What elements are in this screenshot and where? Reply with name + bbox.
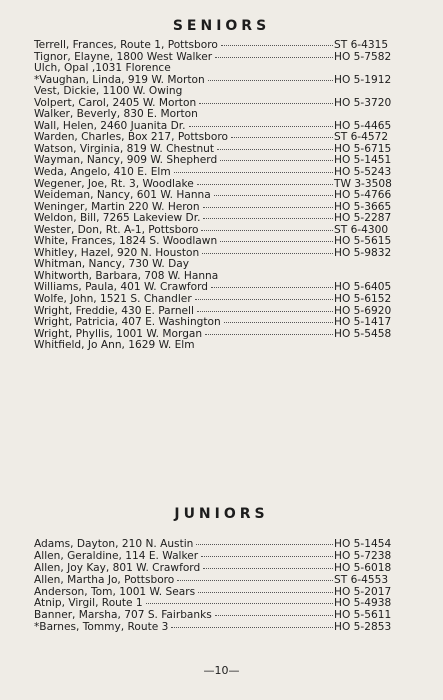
entry-name-address: Whitfield, Jo Ann, 1629 W. Elm <box>34 339 195 352</box>
entry-name-address: Wolfe, John, 1521 S. Chandler <box>34 293 192 306</box>
directory-entry <box>34 190 412 202</box>
dot-leader <box>203 567 333 569</box>
dot-leader <box>202 252 333 254</box>
page-number: —10— <box>203 664 240 677</box>
entry-phone: HO 5-7238 <box>334 549 392 562</box>
entry-name-address: Adams, Dayton, 210 N. Austin <box>34 538 194 550</box>
entry-name-address: Tignor, Elayne, 1800 West Walker <box>34 50 213 63</box>
entry-phone: HO 5-3665 <box>334 200 392 213</box>
seniors-list <box>34 40 412 352</box>
dot-leader <box>177 579 333 581</box>
entry-name-address: Walker, Beverly, 830 E. Morton <box>34 108 198 121</box>
directory-entry <box>34 86 412 98</box>
entry-name-address: Weldon, Bill, 7265 Lakeview Dr. <box>34 212 201 225</box>
dot-leader <box>215 56 333 58</box>
directory-entry <box>34 340 412 352</box>
dot-leader <box>221 44 333 46</box>
entry-name-address: Watson, Virginia, 819 W. Chestnut <box>34 142 215 155</box>
entry-phone: HO 5-3720 <box>334 96 392 109</box>
entry-phone: HO 5-1912 <box>334 73 392 86</box>
directory-entry <box>34 167 412 179</box>
entry-phone: HO 5-1451 <box>334 154 392 167</box>
dot-leader <box>224 321 333 323</box>
dot-leader <box>146 602 333 604</box>
entry-name-address: *Vaughan, Linda, 919 W. Morton <box>34 73 205 86</box>
entry-name-address: Whitman, Nancy, 730 W. Day <box>34 258 190 271</box>
entry-phone: ST 6-4315 <box>334 39 389 51</box>
dot-leader <box>220 159 333 161</box>
entry-name-address: Terrell, Frances, Route 1, Pottsboro <box>34 39 218 51</box>
directory-entry <box>34 294 412 306</box>
dot-leader <box>196 543 333 545</box>
dot-leader <box>195 298 333 300</box>
directory-entry <box>34 317 412 329</box>
entry-phone: HO 5-6405 <box>334 281 392 294</box>
seniors-heading: SENIORS <box>172 18 271 34</box>
dot-leader <box>203 217 333 219</box>
entry-phone: HO 5-7582 <box>334 50 392 63</box>
entry-phone: HO 5-2853 <box>334 621 392 634</box>
entry-phone: HO 5-5611 <box>334 609 392 622</box>
dot-leader <box>171 626 333 628</box>
entry-name-address: Banner, Marsha, 707 S. Fairbanks <box>34 609 212 622</box>
dot-leader <box>174 171 333 173</box>
entry-phone: HO 5-1454 <box>334 538 392 550</box>
dot-leader <box>201 555 333 557</box>
entry-phone: ST 6-4572 <box>334 131 389 144</box>
entry-phone: HO 5-2017 <box>334 585 392 598</box>
entry-name-address: Allen, Geraldine, 114 E. Walker <box>34 549 199 562</box>
entry-name-address: Weda, Angelo, 410 E. Elm <box>34 166 171 179</box>
entry-name-address: Wright, Patricia, 407 E. Washington <box>34 316 221 329</box>
entry-name-address: Wright, Freddie, 430 E. Parnell <box>34 304 194 317</box>
directory-entry <box>34 563 412 575</box>
entry-name-address: Wright, Phyllis, 1001 W. Morgan <box>34 327 203 340</box>
entry-name-address: Whitley, Hazel, 920 N. Houston <box>34 246 200 259</box>
dot-leader <box>208 79 333 81</box>
entry-phone: HO 5-6715 <box>334 142 392 155</box>
juniors-heading: JUNIORS <box>174 506 269 522</box>
dot-leader <box>215 614 333 616</box>
entry-phone: HO 5-1417 <box>334 316 392 329</box>
dot-leader <box>198 591 333 593</box>
entry-name-address: Volpert, Carol, 2405 W. Morton <box>34 96 197 109</box>
dot-leader <box>220 240 333 242</box>
entry-name-address: Ulch, Opal ,1031 Florence <box>34 62 171 75</box>
dot-leader <box>199 102 333 104</box>
entry-phone: HO 5-5615 <box>334 235 392 248</box>
entry-phone: HO 5-6920 <box>334 304 392 317</box>
entry-phone: HO 5-6152 <box>334 293 392 306</box>
directory-entry <box>34 622 412 634</box>
entry-name-address: *Barnes, Tommy, Route 3 <box>34 621 169 634</box>
entry-phone: HO 5-6018 <box>334 561 392 574</box>
directory-entry <box>34 551 412 563</box>
entry-name-address: Atnip, Virgil, Route 1 <box>34 597 143 610</box>
entry-name-address: Weideman, Nancy, 601 W. Hanna <box>34 189 211 202</box>
dot-leader <box>231 136 333 138</box>
dot-leader <box>217 148 333 150</box>
dot-leader <box>189 125 333 127</box>
directory-entry <box>34 40 412 52</box>
entry-name-address: Wegener, Joe, Rt. 3, Woodlake <box>34 177 194 190</box>
entry-name-address: Vest, Dickie, 1100 W. Owing <box>34 85 183 98</box>
entry-phone: HO 5-4465 <box>334 119 392 132</box>
entry-name-address: Wester, Don, Rt. A-1, Pottsboro <box>34 223 199 236</box>
juniors-list <box>34 539 412 634</box>
dot-leader <box>197 183 333 185</box>
entry-name-address: Anderson, Tom, 1001 W. Sears <box>34 585 196 598</box>
entry-phone: HO 5-4766 <box>334 189 392 202</box>
entry-phone: HO 5-4938 <box>334 597 392 610</box>
dot-leader <box>205 333 333 335</box>
entry-phone: TW 3-3508 <box>334 177 392 190</box>
entry-phone: HO 5-9832 <box>334 246 392 259</box>
entry-phone: ST 6-4553 <box>334 573 389 586</box>
entry-name-address: Warden, Charles, Box 217, Pottsboro <box>34 131 228 144</box>
entry-name-address: Wayman, Nancy, 909 W. Shepherd <box>34 154 218 167</box>
entry-name-address: White, Frances, 1824 S. Woodlawn <box>34 235 218 248</box>
entry-name-address: Allen, Martha Jo, Pottsboro <box>34 573 175 586</box>
dot-leader <box>214 194 333 196</box>
entry-phone: ST 6-4300 <box>334 223 389 236</box>
directory-entry <box>34 575 412 587</box>
entry-name-address: Weninger, Martin 220 W. Heron <box>34 200 200 213</box>
directory-entry <box>34 63 412 75</box>
dot-leader <box>197 310 333 312</box>
entry-phone: HO 5-2287 <box>334 212 392 225</box>
entry-name-address: Wall, Helen, 2460 Juanita Dr. <box>34 119 186 132</box>
entry-name-address: Allen, Joy Kay, 801 W. Crawford <box>34 561 201 574</box>
entry-phone: HO 5-5243 <box>334 166 392 179</box>
dot-leader <box>203 206 333 208</box>
entry-name-address: Whitworth, Barbara, 708 W. Hanna <box>34 269 219 282</box>
entry-name-address: Williams, Paula, 401 W. Crawford <box>34 281 208 294</box>
dot-leader <box>211 286 333 288</box>
entry-phone: HO 5-5458 <box>334 327 392 340</box>
dot-leader <box>201 229 333 231</box>
